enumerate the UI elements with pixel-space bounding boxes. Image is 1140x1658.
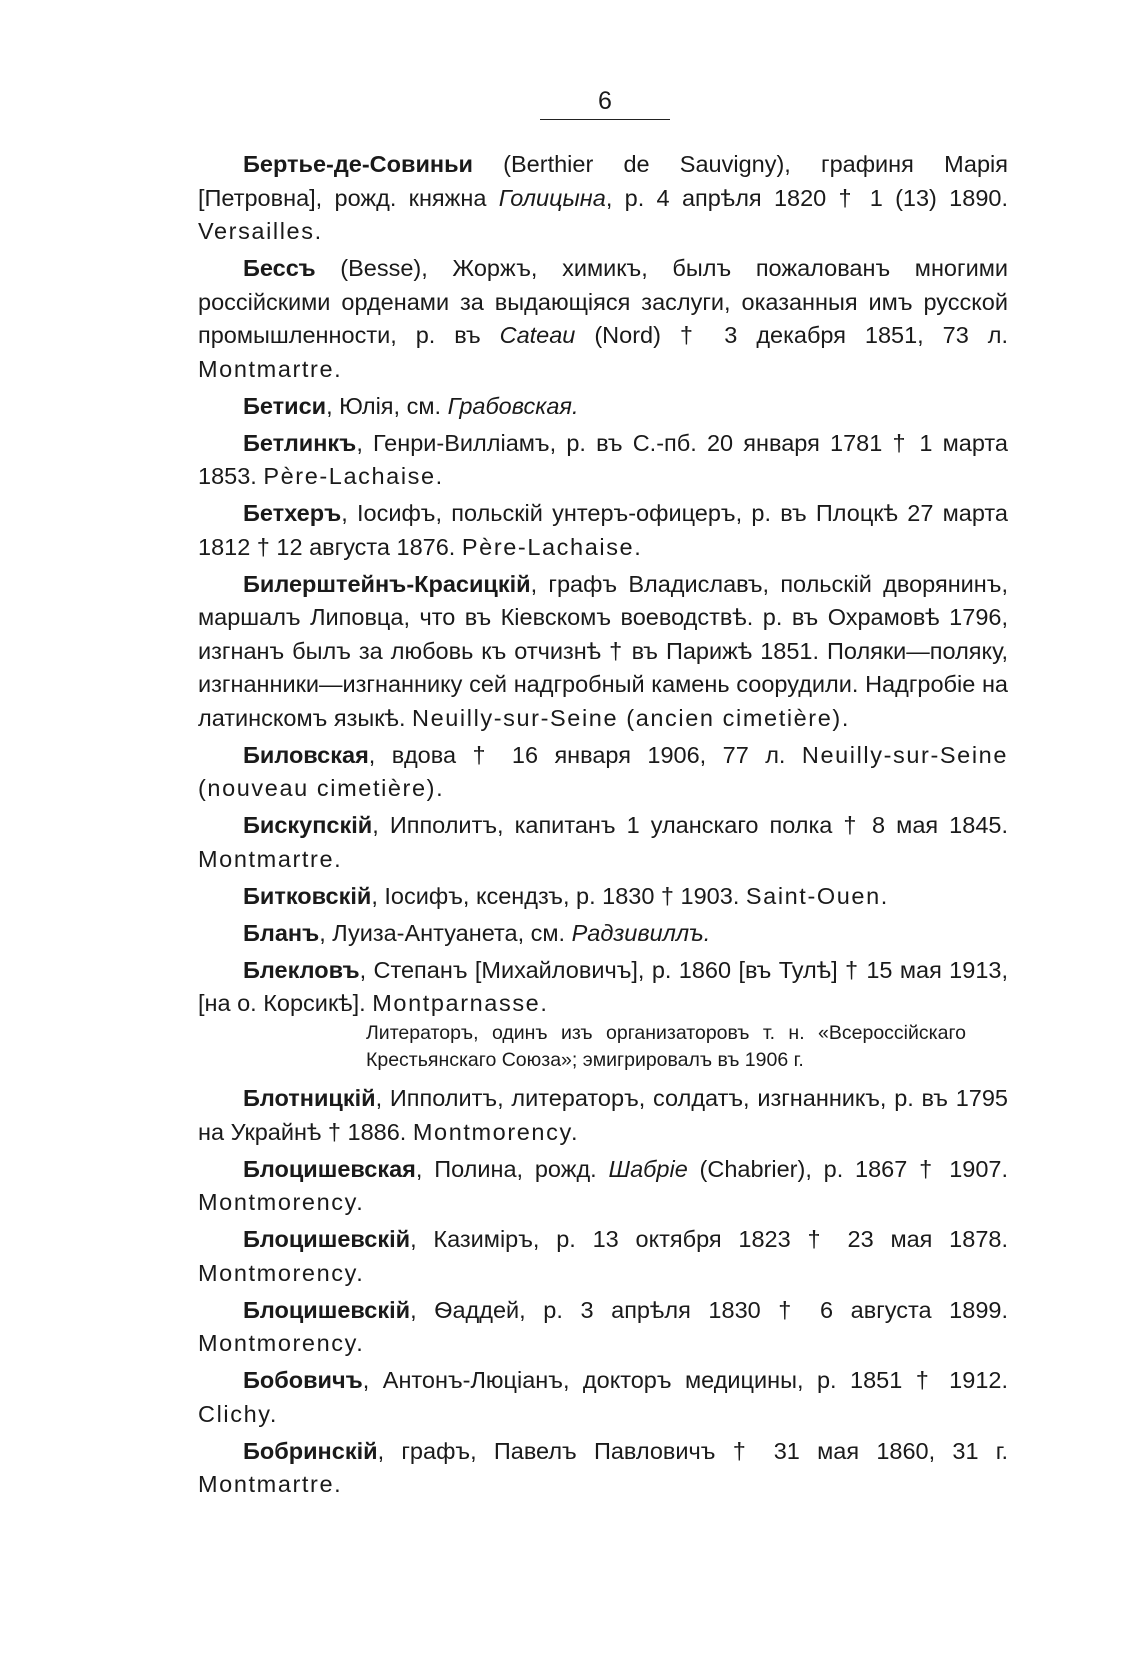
entry-text: , Луиза-Антуанета, см.: [319, 919, 572, 946]
entry-place: Montmartre.: [198, 1471, 343, 1497]
entry-text: , Ипполитъ, литераторъ, солдатъ, изгнанникъ, р. въ 1795 на Украйнѣ † 1886.: [198, 1085, 1008, 1145]
entry: [198, 917, 1008, 951]
entry: [198, 809, 1008, 876]
entry-place: Montmorency.: [412, 1118, 580, 1145]
entry-text: , Полина, рожд.: [415, 1155, 609, 1182]
footnote: Литераторъ, одинъ изъ организаторовъ т. н. «Всероссійскаго Крестьянскаго Союза»; эмигрировалъ въ 1906 г.: [366, 1022, 966, 1071]
entry-italic: Шабріе: [608, 1155, 688, 1182]
entry-name: Бланъ: [243, 919, 320, 946]
entry-text: (Berthier de Sauvigny), графиня Марія [Петровна], рожд. княжна: [198, 151, 1008, 211]
entry-text: , Юлія, см.: [326, 392, 448, 419]
entry-name: Бобовичъ: [243, 1367, 363, 1393]
entry: [198, 390, 1008, 424]
entry: [198, 148, 1008, 249]
entries-list: [198, 148, 1008, 1505]
entry: [198, 252, 1008, 386]
entry-text: , Ѳаддей, р. 3 апрѣля 1830 † 6 августа 1899.: [410, 1296, 1008, 1323]
entry-name: Битковскій: [243, 882, 372, 909]
entry-text: , Іосифъ, ксендзъ, р. 1830 † 1903.: [371, 882, 746, 909]
entry-place: Montmorency.: [198, 1189, 365, 1215]
page-number: 6: [598, 87, 612, 115]
entry: [198, 1364, 1008, 1431]
entry-name: Бетлинкъ: [243, 429, 357, 456]
entry: [198, 954, 1008, 1021]
entry-italic: Голицына: [498, 184, 606, 211]
entry-text: , вдова † 16 января 1906, 77 л.: [368, 741, 802, 768]
entry: [198, 1435, 1008, 1502]
entry-place: Saint-Ouen.: [745, 882, 889, 909]
entry-name: Биловская: [243, 741, 369, 768]
entry-name: Бессъ: [243, 255, 316, 281]
entry-text: , р. 4 апрѣля 1820 † 1 (13) 1890.: [605, 184, 1008, 211]
entry-place: Montmartre.: [198, 355, 343, 382]
entry-text: (Besse), Жоржъ, химикъ, былъ пожалованъ многими россійскими орденами за выдающіяся заслуги, оказанныя имъ русской промышленности, р. въ: [198, 255, 1008, 348]
entry-name: Блоцишевскій: [243, 1296, 411, 1323]
entry-name: Блоцишевскій: [243, 1226, 411, 1252]
entry-text: , Іосифъ, польскій унтеръ-офицеръ, р. въ Плоцкѣ 27 марта 1812 † 12 августа 1876.: [198, 500, 1008, 560]
entry-name: Бетхеръ: [243, 500, 342, 526]
entry-text: , графъ Владиславъ, польскій дворянинъ, маршалъ Липовца, что въ Кіевскомъ воеводствѣ. р. въ Охрамовѣ 1796, изгнанъ былъ за любовь къ отчизнѣ † въ Парижѣ 1851. Поляки—поляку, изгнанники—изгнаннику сей надгробный камень соорудили. Надгробіе на латинскомъ языкѣ.: [198, 570, 1008, 731]
entry-name: Билерштейнъ-Красицкій: [243, 570, 531, 597]
entry-text: (Chabrier), р. 1867 † 1907.: [687, 1155, 1009, 1182]
entry-italic: Радзивиллъ.: [571, 919, 711, 946]
entry-name: Блотницкій: [243, 1085, 376, 1111]
entry-name: Блоцишевская: [243, 1155, 416, 1182]
entry-text: , Антонъ-Люціанъ, докторъ медицины, р. 1851 † 1912.: [362, 1367, 1008, 1393]
entry-place: Montparnasse.: [372, 990, 549, 1016]
entry-place: Père-Lachaise.: [263, 463, 444, 489]
entry-name: Бобринскій: [243, 1437, 378, 1464]
entry-place: Versailles.: [198, 218, 323, 244]
entry: [198, 739, 1008, 806]
entry: [198, 497, 1008, 564]
entry-text: , Генри-Вилліамъ, р. въ С.-пб. 20 января 1781 † 1 марта 1853.: [198, 429, 1008, 489]
entry: [198, 1082, 1008, 1149]
entry-text: , Ипполитъ, капитанъ 1 уланскаго полка † 8 мая 1845.: [372, 812, 1008, 838]
entry-text: , графъ, Павелъ Павловичъ † 31 мая 1860, 31 г.: [377, 1437, 1008, 1464]
entry-place: Montmorency.: [198, 1330, 365, 1356]
entry-italic: Cateau: [499, 322, 576, 348]
page-number-rule: [540, 119, 670, 120]
entry-place: Neuilly-sur-Seine (nouveau cimetière).: [198, 741, 1008, 801]
entry-place: Montmorency.: [198, 1259, 365, 1286]
entry: [198, 1294, 1008, 1361]
entry-place: Clichy.: [198, 1400, 278, 1427]
entry: [198, 1153, 1008, 1220]
entry-italic: Грабовская.: [447, 392, 579, 419]
entry-name: Бетиси: [243, 392, 327, 419]
entry-place: Neuilly-sur-Seine (ancien cimetière).: [412, 704, 850, 731]
entry-name: Блекловъ: [243, 956, 360, 983]
entry: [198, 880, 1008, 914]
entry-name: Бискупскій: [243, 812, 373, 838]
entry: [198, 568, 1008, 736]
entry-place: Père-Lachaise.: [461, 533, 643, 560]
entry-name: Бертье-де-Совиньи: [243, 151, 473, 177]
entry: [198, 427, 1008, 494]
entry-text: (Nord) † 3 декабря 1851, 73 л.: [575, 322, 1008, 348]
entry-place: Montmartre.: [198, 845, 343, 872]
entry-text: , Степанъ [Михайловичъ], р. 1860 [въ Тулѣ] † 15 мая 1913, [на о. Корсикѣ].: [198, 956, 1008, 1016]
entry: [198, 1223, 1008, 1290]
entry-text: , Казиміръ, р. 13 октября 1823 † 23 мая 1878.: [410, 1226, 1008, 1252]
